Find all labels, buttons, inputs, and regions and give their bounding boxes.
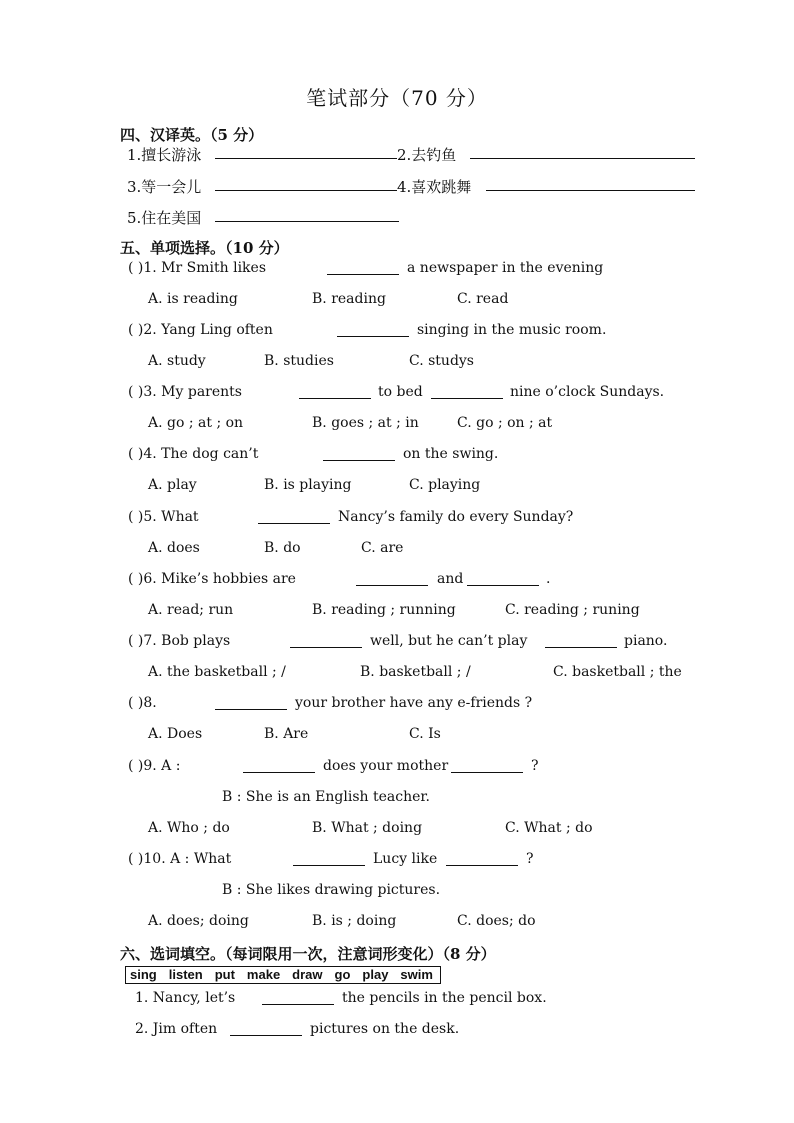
answer-blank[interactable]	[215, 207, 399, 222]
question-3-text-end: nine o’clock Sundays.	[510, 384, 665, 400]
option-b[interactable]: B. is playing	[264, 477, 352, 493]
option-b[interactable]: B. reading	[312, 291, 386, 307]
item-4-1-label: 1.擅长游泳	[127, 146, 202, 164]
answer-blank[interactable]	[258, 509, 330, 524]
word-bank-item: make	[246, 967, 281, 982]
question-10-text-mid: Lucy like	[373, 851, 438, 867]
question-2-text-end: singing in the music room.	[417, 322, 607, 338]
option-c[interactable]: C. are	[361, 540, 404, 556]
section-5-heading: 五、单项选择。（10 分）	[120, 239, 289, 257]
question-6-text-mid: and	[437, 571, 464, 587]
sentence-1-text-end: the pencils in the pencil box.	[342, 990, 547, 1006]
answer-blank[interactable]	[327, 260, 399, 275]
option-a[interactable]: A. is reading	[148, 291, 238, 307]
answer-blank[interactable]	[446, 851, 518, 866]
answer-blank[interactable]	[356, 571, 428, 586]
option-c[interactable]: C. read	[457, 291, 509, 307]
word-bank	[125, 966, 441, 984]
word-bank-item: play	[362, 967, 389, 982]
option-c[interactable]: C. studys	[409, 353, 474, 369]
option-b[interactable]: B. goes ; at ; in	[312, 415, 419, 431]
option-b[interactable]: B. studies	[264, 353, 334, 369]
section-4-heading: 四、汉译英。（5 分）	[120, 126, 264, 144]
page-title: 笔试部分（70 分）	[306, 86, 488, 110]
word-bank-item: put	[214, 967, 235, 982]
option-a[interactable]: A. Does	[148, 726, 203, 742]
answer-blank[interactable]	[230, 1021, 302, 1036]
option-c[interactable]: C. Is	[409, 726, 441, 742]
option-a[interactable]: A. study	[148, 353, 206, 369]
option-c[interactable]: C. go ; on ; at	[457, 415, 553, 431]
question-8-text: ( )8.	[128, 695, 157, 711]
answer-blank[interactable]	[293, 851, 365, 866]
option-b[interactable]: B. do	[264, 540, 301, 556]
answer-blank[interactable]	[470, 144, 695, 159]
question-7-text-end: piano.	[624, 633, 668, 649]
answer-blank[interactable]	[290, 633, 362, 648]
question-9-dialogue-b: B : She is an English teacher.	[222, 789, 430, 805]
option-c[interactable]: C. What ; do	[505, 820, 593, 836]
option-a[interactable]: A. the basketball ; /	[148, 664, 286, 680]
question-10-text: ( )10. A : What	[128, 851, 232, 867]
answer-blank[interactable]	[215, 695, 287, 710]
answer-blank[interactable]	[337, 322, 409, 337]
question-6-text-end: .	[546, 571, 551, 587]
option-b[interactable]: B. is ; doing	[312, 913, 397, 929]
item-4-5-label: 5.住在美国	[127, 209, 202, 227]
item-4-4-label: 4.喜欢跳舞	[397, 178, 472, 196]
sentence-2-text: 2. Jim often	[135, 1021, 218, 1037]
question-10-text-end: ?	[526, 851, 534, 867]
question-4-text-end: on the swing.	[403, 446, 499, 462]
sentence-1-text: 1. Nancy, let’s	[135, 990, 236, 1006]
question-9-text-end: ?	[531, 758, 539, 774]
question-1-text-end: a newspaper in the evening	[407, 260, 604, 276]
option-c[interactable]: C. does; do	[457, 913, 536, 929]
question-2-text: ( )2. Yang Ling often	[128, 322, 273, 338]
question-4-text: ( )4. The dog can’t	[128, 446, 259, 462]
option-c[interactable]: C. reading ; runing	[505, 602, 640, 618]
question-1-text: ( )1. Mr Smith likes	[128, 260, 267, 276]
answer-blank[interactable]	[262, 990, 334, 1005]
question-9-text: ( )9. A :	[128, 758, 181, 774]
question-10-dialogue-b: B : She likes drawing pictures.	[222, 882, 441, 898]
question-5-text: ( )5. What	[128, 509, 199, 525]
option-a[interactable]: A. read; run	[148, 602, 234, 618]
option-c[interactable]: C. playing	[409, 477, 481, 493]
question-3-text: ( )3. My parents	[128, 384, 242, 400]
option-c[interactable]: C. basketball ; the	[553, 664, 682, 680]
question-3-text-mid: to bed	[378, 384, 423, 400]
question-8-text-end: your brother have any e-friends ?	[295, 695, 533, 711]
option-a[interactable]: A. does; doing	[148, 913, 249, 929]
question-7-text-mid: well, but he can’t play	[370, 633, 528, 649]
option-b[interactable]: B. reading ; running	[312, 602, 456, 618]
option-a[interactable]: A. play	[148, 477, 197, 493]
question-6-text: ( )6. Mike’s hobbies are	[128, 571, 296, 587]
option-b[interactable]: B. Are	[264, 726, 309, 742]
option-b[interactable]: B. basketball ; /	[360, 664, 471, 680]
word-bank-item: sing	[130, 967, 157, 982]
item-4-3-label: 3.等一会儿	[127, 178, 202, 196]
answer-blank[interactable]	[323, 446, 395, 461]
section-6-heading: 六、选词填空。（每词限用一次，注意词形变化）（8 分）	[120, 945, 496, 963]
word-bank-item: swim	[400, 967, 433, 982]
word-bank-item: go	[334, 967, 351, 982]
word-bank-item: draw	[292, 967, 323, 982]
answer-blank[interactable]	[486, 176, 695, 191]
answer-blank[interactable]	[215, 176, 397, 191]
question-9-text-mid: does your mother	[323, 758, 449, 774]
answer-blank[interactable]	[243, 758, 315, 773]
answer-blank[interactable]	[299, 384, 371, 399]
sentence-2-text-end: pictures on the desk.	[310, 1021, 460, 1037]
question-5-text-end: Nancy’s family do every Sunday?	[338, 509, 574, 525]
answer-blank[interactable]	[467, 571, 539, 586]
question-7-text: ( )7. Bob plays	[128, 633, 231, 649]
answer-blank[interactable]	[545, 633, 617, 648]
item-4-2-label: 2.去钓鱼	[397, 146, 457, 164]
word-bank-item: listen	[168, 967, 203, 982]
option-a[interactable]: A. go ; at ; on	[148, 415, 244, 431]
option-a[interactable]: A. Who ; do	[148, 820, 230, 836]
answer-blank[interactable]	[451, 758, 523, 773]
answer-blank[interactable]	[431, 384, 503, 399]
answer-blank[interactable]	[215, 144, 397, 159]
option-b[interactable]: B. What ; doing	[312, 820, 423, 836]
option-a[interactable]: A. does	[148, 540, 200, 556]
